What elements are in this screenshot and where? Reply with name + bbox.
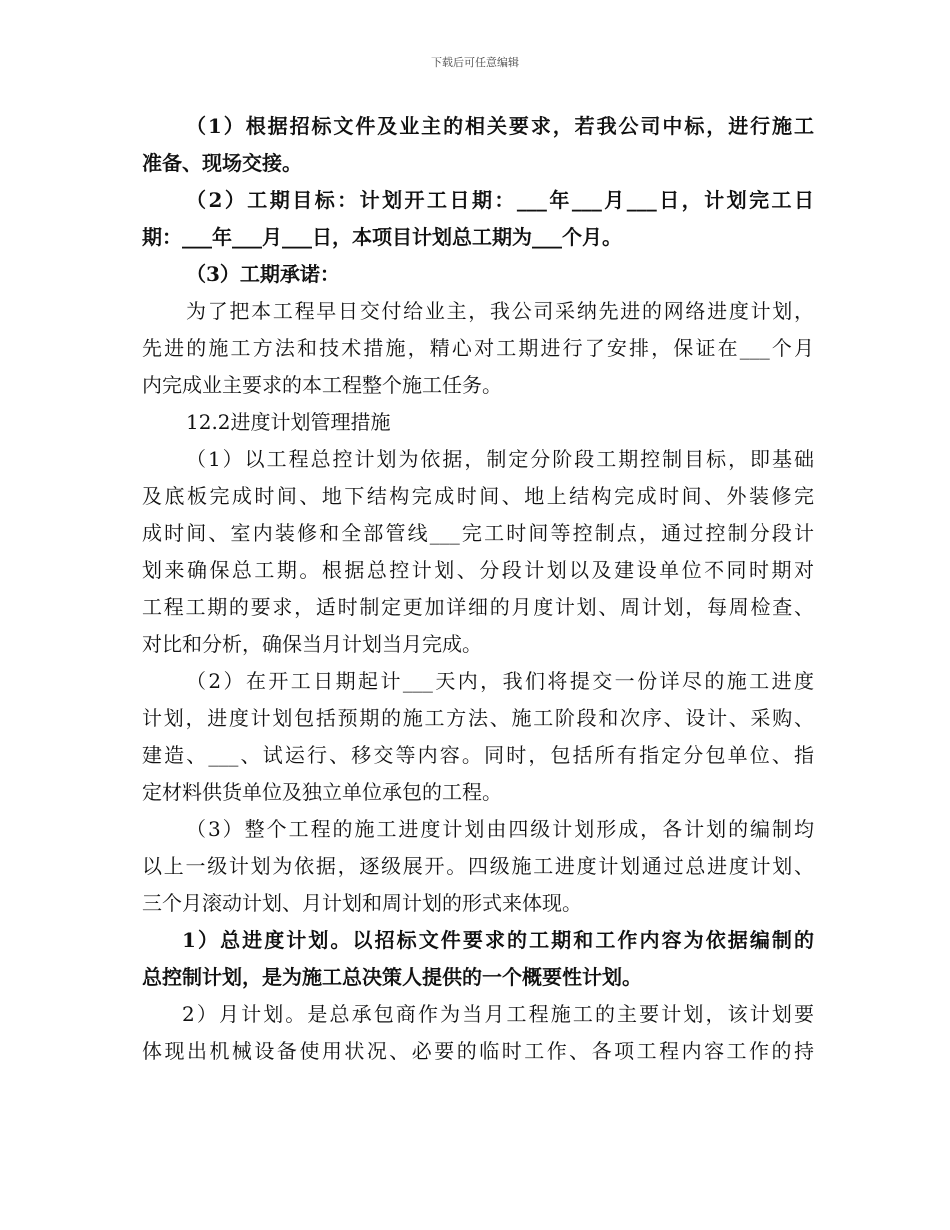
paragraph-line: 先进的施工方法和技术措施，精心对工期进行了安排，保证在___个月 — [142, 336, 814, 360]
paragraph-line: 计划，进度计划包括预期的施工方法、施工阶段和次序、设计、采购、 — [142, 706, 814, 730]
paragraph-line: 成时间、室内装修和全部管线___完工时间等控制点，通过控制分段计 — [142, 521, 814, 545]
paragraph-line: 2）月计划。是总承包商作为当月工程施工的主要计划，该计划要 — [182, 1002, 814, 1026]
page-header-note: 下载后可任意编辑 — [431, 56, 519, 69]
section-heading: 12.2进度计划管理措施 — [186, 410, 391, 434]
paragraph-line: （2）在开工日期起计___天内，我们将提交一份详尽的施工进度 — [186, 669, 814, 693]
paragraph-line: 及底板完成时间、地下结构完成时间、地上结构完成时间、外装修完 — [142, 484, 814, 508]
paragraph-line: （1）以工程总控计划为依据，制定分阶段工期控制目标，即基础 — [186, 447, 814, 471]
paragraph-line: （2）工期目标：计划开工日期：___年___月___日，计划完工日 — [186, 188, 814, 212]
paragraph-line: 体现出机械设备使用状况、必要的临时工作、各项工程内容工作的持 — [142, 1039, 814, 1063]
paragraph-line: 对比和分析，确保当月计划当月完成。 — [142, 632, 482, 656]
paragraph-line: 划来确保总工期。根据总控计划、分段计划以及建设单位不同时期对 — [142, 558, 814, 582]
paragraph-line: 工程工期的要求，适时制定更加详细的月度计划、周计划，每周检查、 — [142, 595, 814, 619]
paragraph-line: （3）整个工程的施工进度计划由四级计划形成，各计划的编制均 — [186, 817, 814, 841]
paragraph-line: 定材料供货单位及独立单位承包的工程。 — [142, 780, 502, 804]
document-body — [142, 108, 814, 1070]
paragraph-line: （3）工期承诺： — [186, 262, 340, 286]
paragraph-line: 准备、现场交接。 — [142, 151, 302, 175]
paragraph-line: （1）根据招标文件及业主的相关要求，若我公司中标，进行施工 — [186, 114, 814, 138]
paragraph-line: 总控制计划，是为施工总决策人提供的一个概要性计划。 — [142, 965, 642, 989]
paragraph-line: 以上一级计划为依据，逐级展开。四级施工进度计划通过总进度计划、 — [142, 854, 814, 878]
paragraph-line: 期：___年___月___日，本项目计划总工期为___个月。 — [142, 225, 622, 249]
paragraph-line: 1）总进度计划。以招标文件要求的工期和工作内容为依据编制的 — [182, 928, 814, 952]
paragraph-line: 内完成业主要求的本工程整个施工任务。 — [142, 373, 502, 397]
paragraph-line: 为了把本工程早日交付给业主，我公司采纳先进的网络进度计划， — [186, 299, 814, 323]
paragraph-line: 建造、___、试运行、移交等内容。同时，包括所有指定分包单位、指 — [142, 743, 814, 767]
paragraph-line: 三个月滚动计划、月计划和周计划的形式来体现。 — [142, 891, 582, 915]
